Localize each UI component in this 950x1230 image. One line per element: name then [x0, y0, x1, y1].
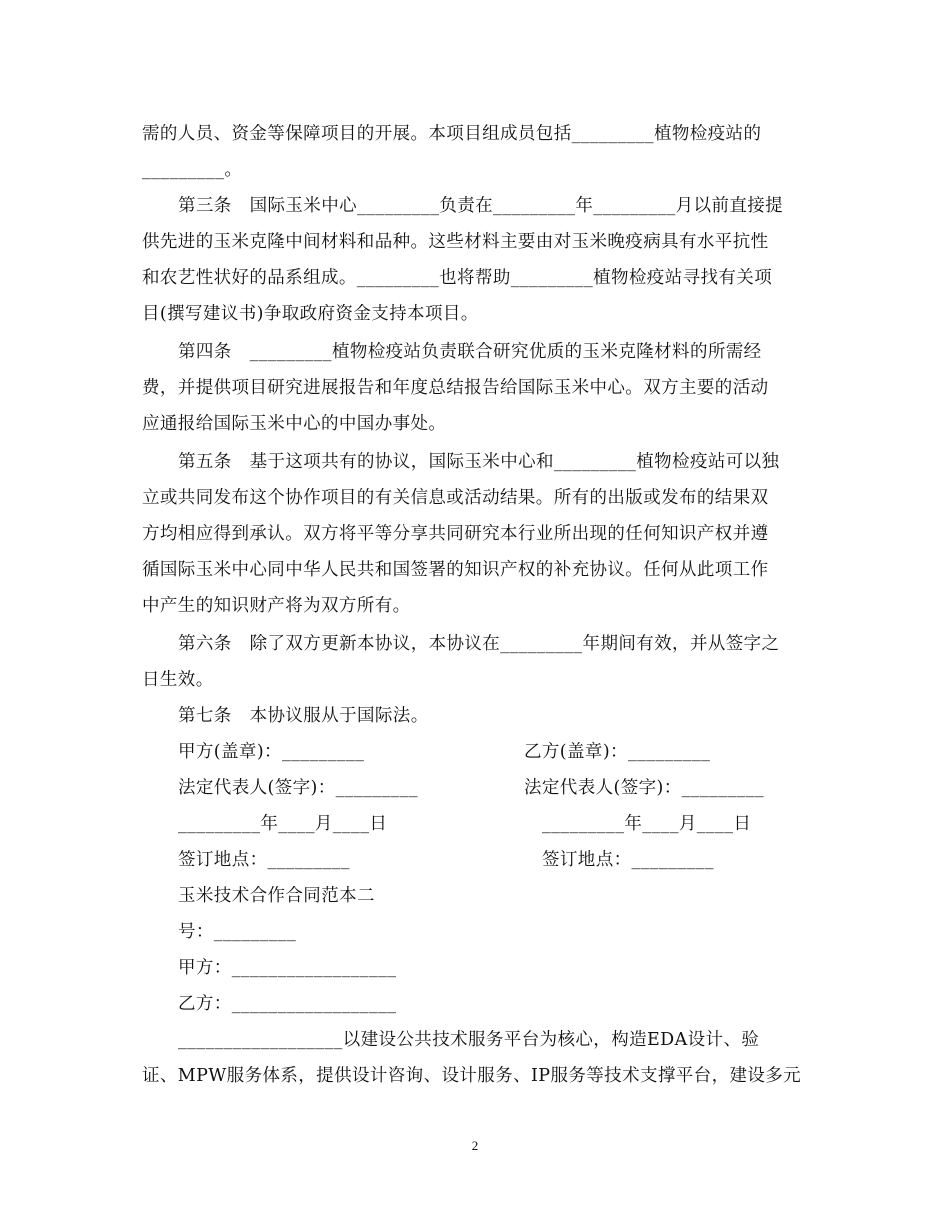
paragraph-line: 供先进的玉米克隆中间材料和品种。这些材料主要由对玉米晚疫病具有水平抗性 — [142, 232, 769, 252]
paragraph-line: 费，并提供项目研究进展报告和年度总结报告给国际玉米中心。双方主要的活动 — [142, 378, 769, 398]
paragraph-line: 证、MPW服务体系，提供设计咨询、设计服务、IP服务等技术支撑平台，建设多元 — [142, 1066, 802, 1086]
paragraph-line: 需的人员、资金等保障项目的开展。本项目组成员包括_________植物检疫站的 — [142, 124, 762, 144]
page-number: 2 — [471, 1138, 479, 1153]
paragraph-line: 应通报给国际玉米中心的中国办事处。 — [142, 414, 447, 434]
party-a: 甲方：__________________ — [178, 958, 397, 978]
article-6: 第六条 除了双方更新本协议，本协议在_________年期间有效，并从签字之 — [178, 634, 780, 654]
date-a: _________年____月____日 — [178, 814, 388, 834]
date-b: _________年____月____日 — [542, 814, 752, 834]
article-4: 第四条 _________植物检疫站负责联合研究优质的玉米克隆材料的所需经 — [178, 342, 762, 362]
paragraph-line: 日生效。 — [142, 670, 214, 690]
party-b: 乙方：__________________ — [178, 994, 397, 1014]
place-b: 签订地点：_________ — [542, 850, 714, 870]
article-3: 第三条 国际玉米中心_________负责在_________年_________月以前直接提 — [178, 196, 784, 216]
party-a-seal: 甲方(盖章)：_________ — [178, 742, 365, 762]
party-b-seal: 乙方(盖章)：_________ — [524, 742, 711, 762]
paragraph-line: 循国际玉米中心同中华人民共和国签署的知识产权的补充协议。任何从此项工作 — [142, 560, 769, 580]
paragraph-line: _________。 — [142, 160, 243, 180]
place-a: 签订地点：_________ — [178, 850, 350, 870]
paragraph-line: 中产生的知识财产将为双方所有。 — [142, 596, 411, 616]
rep-b: 法定代表人(签字)：_________ — [524, 778, 765, 798]
section-title: 玉米技术合作合同范本二 — [178, 886, 375, 906]
article-7: 第七条 本协议服从于国际法。 — [178, 706, 429, 726]
paragraph-line: __________________以建设公共技术服务平台为核心，构造EDA设计、验 — [178, 1030, 760, 1050]
paragraph-line: 目(撰写建议书)争取政府资金支持本项目。 — [142, 304, 479, 324]
paragraph-line: 方均相应得到承认。双方将平等分享共同研究本行业所出现的任何知识产权并遵 — [142, 524, 769, 544]
paragraph-line: 和农艺性状好的品系组成。_________也将帮助_________植物检疫站寻找有关项 — [142, 268, 773, 288]
rep-a: 法定代表人(签字)：_________ — [178, 778, 419, 798]
contract-number: 号：_________ — [178, 922, 297, 942]
article-5: 第五条 基于这项共有的协议，国际玉米中心和_________植物检疫站可以独 — [178, 452, 780, 472]
paragraph-line: 立或共同发布这个协作项目的有关信息或活动结果。所有的出版或发布的结果双 — [142, 488, 769, 508]
